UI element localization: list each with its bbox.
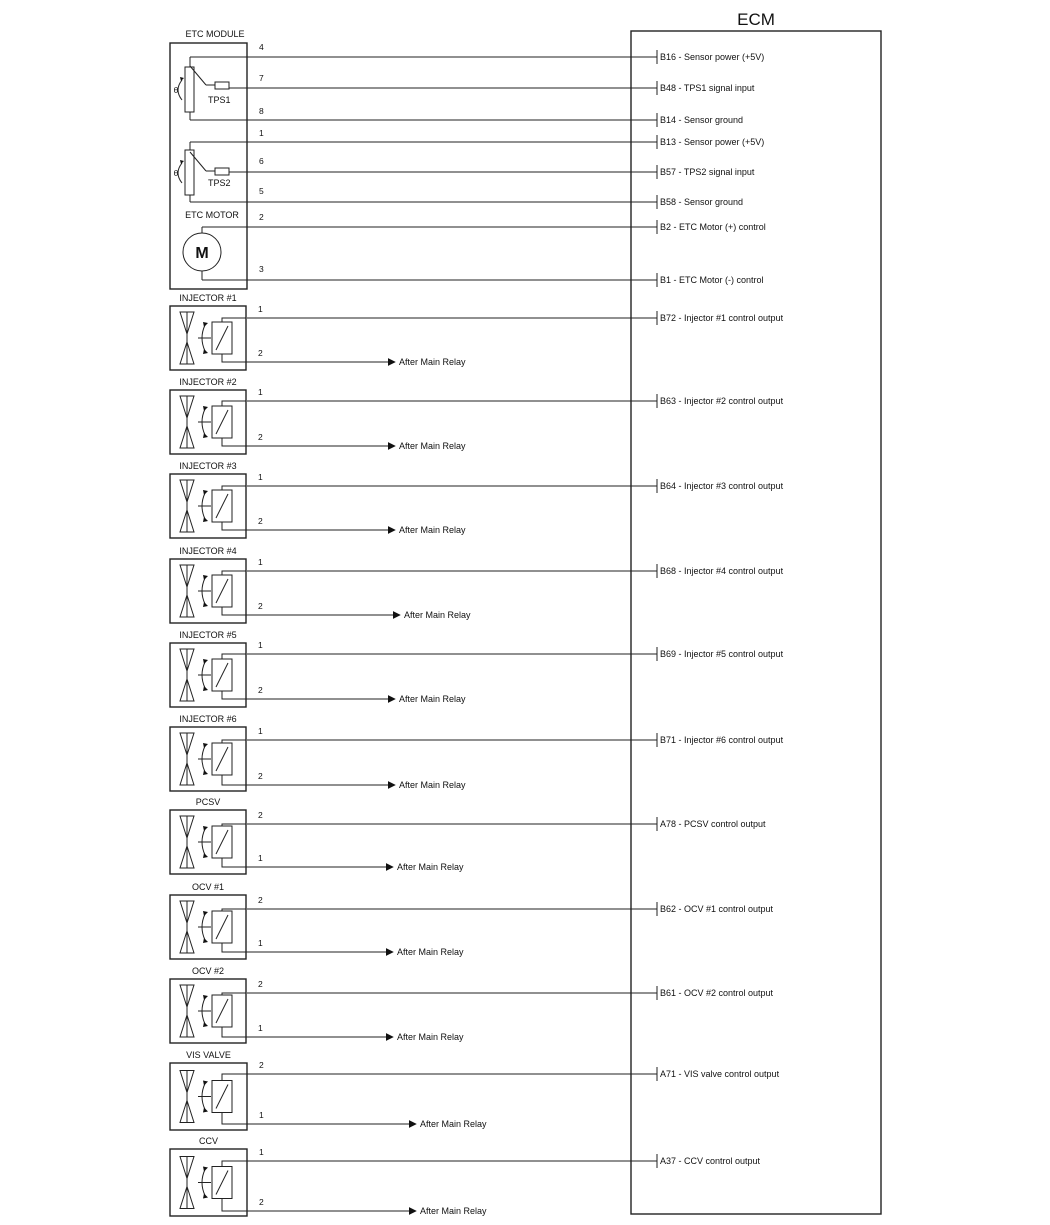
- tps2-sensor: [174, 142, 229, 202]
- component-pin-bottom: 1: [258, 853, 263, 863]
- component-pin-top: 2: [258, 979, 263, 989]
- component-title: INJECTOR #5: [179, 630, 237, 640]
- component-pin-top: 1: [258, 726, 263, 736]
- relay-label: After Main Relay: [404, 610, 471, 620]
- etc-pin-4: 1: [259, 128, 264, 138]
- etc-motor-title: ETC MOTOR: [185, 210, 239, 220]
- component-title: INJECTOR #1: [179, 293, 237, 303]
- component-title: VIS VALVE: [186, 1050, 231, 1060]
- ecm-pin-label: B1 - ETC Motor (-) control: [660, 275, 764, 285]
- component-pin-top: 1: [258, 557, 263, 567]
- solenoid-component: [170, 882, 464, 959]
- etc-pin-5: 6: [259, 156, 264, 166]
- component-pin-top: 1: [258, 304, 263, 314]
- component-title: OCV #1: [191, 882, 225, 892]
- ecm-pin-label: B63 - Injector #2 control output: [660, 396, 784, 406]
- etc-pin-8: 3: [259, 264, 264, 274]
- component-title: PCSV: [195, 797, 221, 807]
- relay-label: After Main Relay: [399, 525, 466, 535]
- solenoid-component: [170, 797, 464, 874]
- ecm-pin-label: A71 - VIS valve control output: [660, 1069, 780, 1079]
- relay-label: After Main Relay: [397, 862, 464, 872]
- tps1-sensor: [174, 57, 229, 120]
- component-pin-top: 1: [258, 387, 263, 397]
- ecm-pin-label: B69 - Injector #5 control output: [660, 649, 784, 659]
- component-pin-bottom: 1: [258, 938, 263, 948]
- solenoid-component: [170, 1050, 487, 1130]
- component-pin-bottom: 2: [258, 516, 263, 526]
- etc-pin-1: 4: [259, 42, 264, 52]
- component-title: CCV: [198, 1136, 219, 1146]
- svg-text:θ: θ: [173, 168, 179, 178]
- ecm-pin-label: A78 - PCSV control output: [660, 819, 766, 829]
- etc-pin-6: 5: [259, 186, 264, 196]
- relay-label: After Main Relay: [397, 1032, 464, 1042]
- etc-pin-7: 2: [259, 212, 264, 222]
- tps1-label: TPS1: [208, 95, 231, 105]
- ecm-pin-label: B61 - OCV #2 control output: [660, 988, 774, 998]
- ecm-pin-label: B68 - Injector #4 control output: [660, 566, 784, 576]
- component-pin-bottom: 2: [258, 771, 263, 781]
- relay-label: After Main Relay: [399, 694, 466, 704]
- ecm-title: ECM: [737, 10, 775, 29]
- component-pin-top: 1: [258, 472, 263, 482]
- component-title: INJECTOR #2: [179, 377, 237, 387]
- solenoid-component: [170, 546, 471, 623]
- component-pin-top: 2: [258, 810, 263, 820]
- component-pin-bottom: 1: [259, 1110, 264, 1120]
- ecm-pin-label: A37 - CCV control output: [660, 1156, 761, 1166]
- solenoid-component: [170, 966, 464, 1043]
- relay-label: After Main Relay: [399, 357, 466, 367]
- relay-label: After Main Relay: [399, 780, 466, 790]
- solenoid-component: [170, 714, 466, 791]
- solenoid-component: [170, 293, 466, 370]
- etc-motor-symbol: M: [195, 245, 209, 262]
- ecm-pin-label: B64 - Injector #3 control output: [660, 481, 784, 491]
- component-pin-bottom: 2: [258, 601, 263, 611]
- component-title: INJECTOR #3: [179, 461, 237, 471]
- component-pin-bottom: 2: [258, 348, 263, 358]
- component-pin-top: 2: [259, 1060, 264, 1070]
- relay-label: After Main Relay: [420, 1206, 487, 1216]
- ecm-pin-label: B13 - Sensor power (+5V): [660, 137, 765, 147]
- component-title: OCV #2: [191, 966, 225, 976]
- component-pin-top: 2: [258, 895, 263, 905]
- ecm-pin-label: B48 - TPS1 signal input: [660, 83, 755, 93]
- ecm-pin-label: B16 - Sensor power (+5V): [660, 52, 765, 62]
- ecm-pin-label: B71 - Injector #6 control output: [660, 735, 784, 745]
- ecm-pin-label: B72 - Injector #1 control output: [660, 313, 784, 323]
- solenoid-component: [170, 630, 466, 707]
- component-pin-top: 1: [258, 640, 263, 650]
- solenoid-component: [170, 461, 466, 538]
- ecm-pin-label: B62 - OCV #1 control output: [660, 904, 774, 914]
- ecm-box: [631, 31, 881, 1214]
- component-title: INJECTOR #6: [179, 714, 237, 724]
- relay-label: After Main Relay: [399, 441, 466, 451]
- component-title: INJECTOR #4: [179, 546, 237, 556]
- tps2-label: TPS2: [208, 178, 231, 188]
- solenoid-component: [170, 1136, 487, 1216]
- etc-pin-3: 8: [259, 106, 264, 116]
- etc-pin-2: 7: [259, 73, 264, 83]
- solenoid-component: [170, 377, 466, 454]
- ecm-pin-label: B14 - Sensor ground: [660, 115, 744, 125]
- relay-label: After Main Relay: [420, 1119, 487, 1129]
- ecm-pin-label: B57 - TPS2 signal input: [660, 167, 755, 177]
- relay-label: After Main Relay: [397, 947, 464, 957]
- svg-text:θ: θ: [173, 85, 179, 95]
- component-pin-bottom: 2: [258, 432, 263, 442]
- etc-module-title: ETC MODULE: [185, 29, 245, 39]
- component-pin-bottom: 2: [259, 1197, 264, 1207]
- ecm-pin-label: B58 - Sensor ground: [660, 197, 744, 207]
- component-pin-bottom: 2: [258, 685, 263, 695]
- ecm-pin-label: B2 - ETC Motor (+) control: [660, 222, 766, 232]
- component-pin-top: 1: [259, 1147, 264, 1157]
- component-pin-bottom: 1: [258, 1023, 263, 1033]
